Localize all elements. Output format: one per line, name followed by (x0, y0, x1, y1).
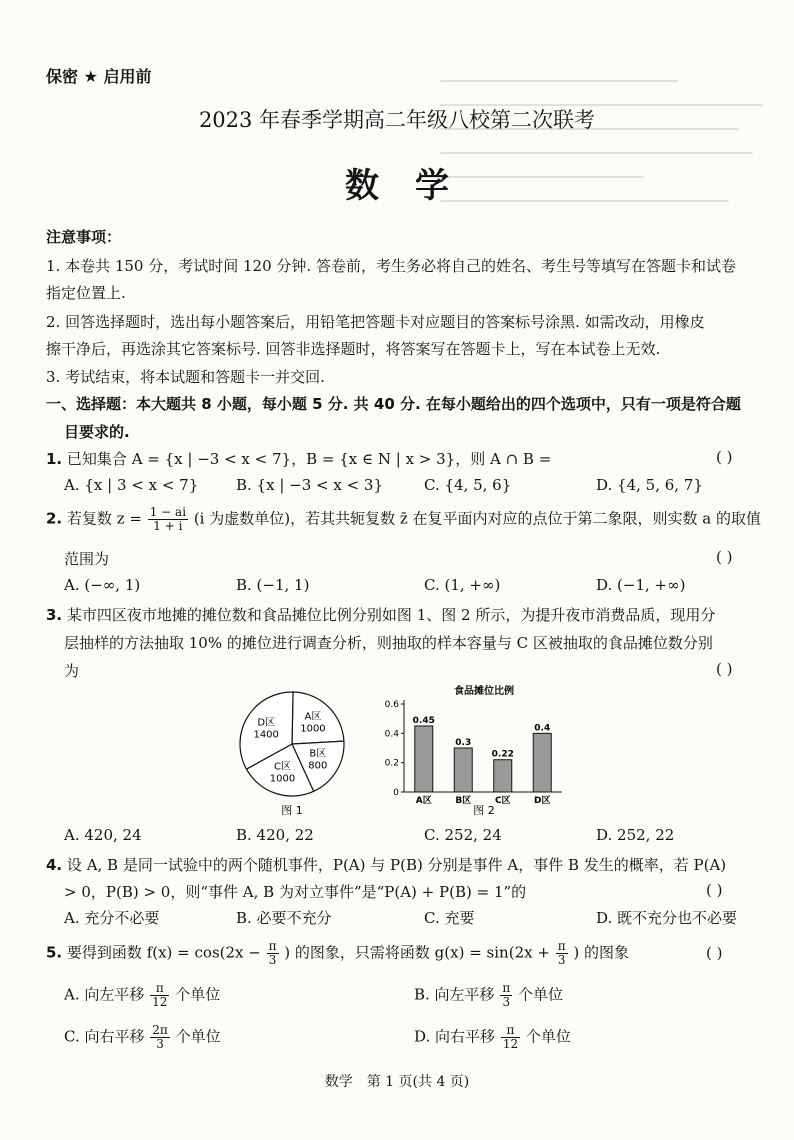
pie-label: 1000 (300, 723, 326, 735)
question-stem: 设 A, B 是同一试验中的两个随机事件，P(A) 与 P(B) 分别是事件 A，事件 B 发生的概率，若 P(A) (66, 856, 727, 874)
option-b: B. (−1, 1) (236, 576, 310, 594)
question-stem: 已知集合 A = {x | −3 < x < 7}，B = {x ∈ N | x > 3}，则 A ∩ B = (66, 450, 552, 468)
section-heading: 一、选择题：本大题共 8 小题，每小题 5 分. 共 40 分. 在每小题给出的四个选项中，只有一项是符合题 (46, 395, 741, 413)
notice-item-2-cont: 擦干净后，再选涂其它答案标号. 回答非选择题时，将答案写在答题卡上，写在本试卷上无效. (46, 340, 661, 358)
fraction-pi-over-3: $\frac{\pi}{3}$ (268, 939, 277, 967)
question-3 (46, 604, 715, 625)
question-3-cont2: 为 (64, 662, 80, 680)
pie-label: 1000 (269, 773, 296, 785)
exam-title: 2023 年春季学期高二年级八校第二次联考 (198, 108, 596, 132)
option-b: B. 420, 22 (236, 826, 314, 844)
question-stem: 若复数 z = (66, 509, 142, 528)
question-2-cont: 范围为 (64, 550, 110, 568)
notice-item-1: 1. 本卷共 150 分，考试时间 120 分钟. 答卷前，考生务必将自己的姓名、考生号等填写在答题卡和试卷 (46, 257, 736, 275)
option-c: C. {4, 5, 6} (424, 476, 512, 494)
pie-label: C区 (274, 761, 292, 773)
option-d: D. (−1, +∞) (596, 576, 686, 594)
fraction-pi-over-3: $\frac{\pi}{3}$ (557, 939, 566, 967)
y-tick-label: 0.2 (384, 758, 399, 769)
question-number: 2. (46, 509, 63, 528)
option-d: D. 既不充分也不必要 (596, 909, 738, 927)
pie-label: A区 (304, 711, 322, 723)
question-2 (46, 506, 761, 533)
question-4-cont: > 0，P(B) > 0，则“事件 A, B 为对立事件”是“P(A) + P(B) = 1”的 (64, 883, 527, 901)
notice-item-2: 2. 回答选择题时，选出每小题答案后，用铅笔把答题卡对应题目的答案标号涂黑. 如需改动，用橡皮 (46, 313, 705, 331)
pie-label: 1400 (253, 729, 279, 741)
figure-2-caption: 图 2 (473, 804, 495, 817)
chart-title: 食品摊位比例 (454, 686, 514, 697)
option-a: A. 向左平移 $\frac{\pi}{12}$ 个单位 (64, 981, 221, 1009)
option-b: B. 必要不充分 (236, 909, 332, 927)
bar-value-label: 0.45 (412, 716, 435, 726)
option-b: B. {x | −3 < x < 3} (236, 476, 384, 494)
option-d: D. 252, 22 (596, 826, 675, 844)
option-a: A. {x | 3 < x < 7} (64, 476, 199, 494)
question-number: 3. (46, 606, 63, 624)
fraction: $\frac{1 - ai}{1 + i}$ (149, 505, 187, 533)
question-5 (46, 940, 629, 967)
option-c: C. (1, +∞) (424, 576, 501, 594)
option-d: D. 向右平移 $\frac{\pi}{12}$ 个单位 (414, 1023, 571, 1051)
question-1 (46, 448, 551, 469)
question-number: 4. (46, 856, 63, 874)
bar-value-label: 0.4 (534, 723, 551, 734)
option-c: C. 充要 (424, 909, 475, 927)
option-c: C. 252, 24 (424, 826, 502, 844)
question-stem: 要得到函数 f(x) = cos(2x − (66, 943, 261, 962)
answer-parenthesis: ( ) (706, 944, 723, 962)
option-b: B. 向左平移 $\frac{\pi}{3}$ 个单位 (414, 981, 564, 1009)
bar-B区 (454, 748, 472, 792)
option-a: A. 充分不必要 (64, 909, 160, 927)
option-a: A. (−∞, 1) (64, 576, 141, 594)
option-c: C. 向右平移 $\frac{2\pi}{3}$ 个单位 (64, 1023, 221, 1051)
bar-value-label: 0.22 (491, 749, 514, 760)
question-3-cont: 层抽样的方法抽取 10% 的摊位进行调查分析，则抽取的样本容量与 C 区被抽取的食品摊位数分别 (64, 634, 713, 652)
answer-parenthesis: ( ) (716, 660, 733, 678)
bar-value-label: 0.3 (455, 738, 472, 748)
question-4 (46, 854, 726, 875)
x-tick-label: B区 (455, 796, 472, 806)
pie-label: D区 (257, 717, 276, 729)
notice-item-3: 3. 考试结束，将本试题和答题卡一并交回. (46, 368, 325, 386)
option-a: A. 420, 24 (64, 826, 142, 844)
notice-heading: 注意事项： (46, 228, 122, 246)
bar-D区 (533, 733, 551, 792)
x-tick-label: C区 (494, 796, 511, 806)
question-stem-cont: (i 为虚数单位)，若其共轭复数 z̄ 在复平面内对应的点位于第二象限，则实数 a 的取值 (193, 509, 762, 528)
x-tick-label: D区 (534, 796, 551, 806)
answer-parenthesis: ( ) (716, 548, 733, 566)
pie-label: 800 (308, 760, 328, 772)
y-tick-label: 0.6 (384, 700, 399, 710)
subject-title: 数学 (345, 166, 485, 206)
answer-parenthesis: ( ) (706, 881, 723, 899)
question-stem-cont: ) 的图象，只需将函数 g(x) = sin(2x + (284, 943, 550, 962)
answer-parenthesis: ( ) (716, 448, 733, 466)
notice-item-1-cont: 指定位置上. (46, 284, 126, 302)
question-stem: 某市四区夜市地摊的摊位数和食品摊位比例分别如图 1、图 2 所示，为提升夜市消费品质，现用分 (66, 606, 716, 624)
figure-2-bar-chart (378, 684, 568, 820)
option-d: D. {4, 5, 6, 7} (596, 476, 703, 494)
question-number: 1. (46, 450, 63, 468)
bar-C区 (494, 760, 512, 792)
figure-1-pie-chart (236, 690, 366, 820)
y-tick-label: 0.4 (384, 729, 399, 740)
question-stem-end: ) 的图象 (573, 943, 629, 962)
page-footer: 数学 第 1 页(共 4 页) (324, 1074, 470, 1090)
question-number: 5. (46, 943, 63, 962)
x-tick-label: A区 (415, 796, 432, 806)
figure-1-caption: 图 1 (281, 804, 303, 817)
section-heading-cont: 目要求的. (64, 423, 130, 441)
bar-A区 (415, 726, 433, 792)
y-tick-label: 0 (393, 788, 399, 798)
pie-label: B区 (309, 748, 327, 760)
confidential-label: 保密 ★ 启用前 (46, 67, 152, 86)
